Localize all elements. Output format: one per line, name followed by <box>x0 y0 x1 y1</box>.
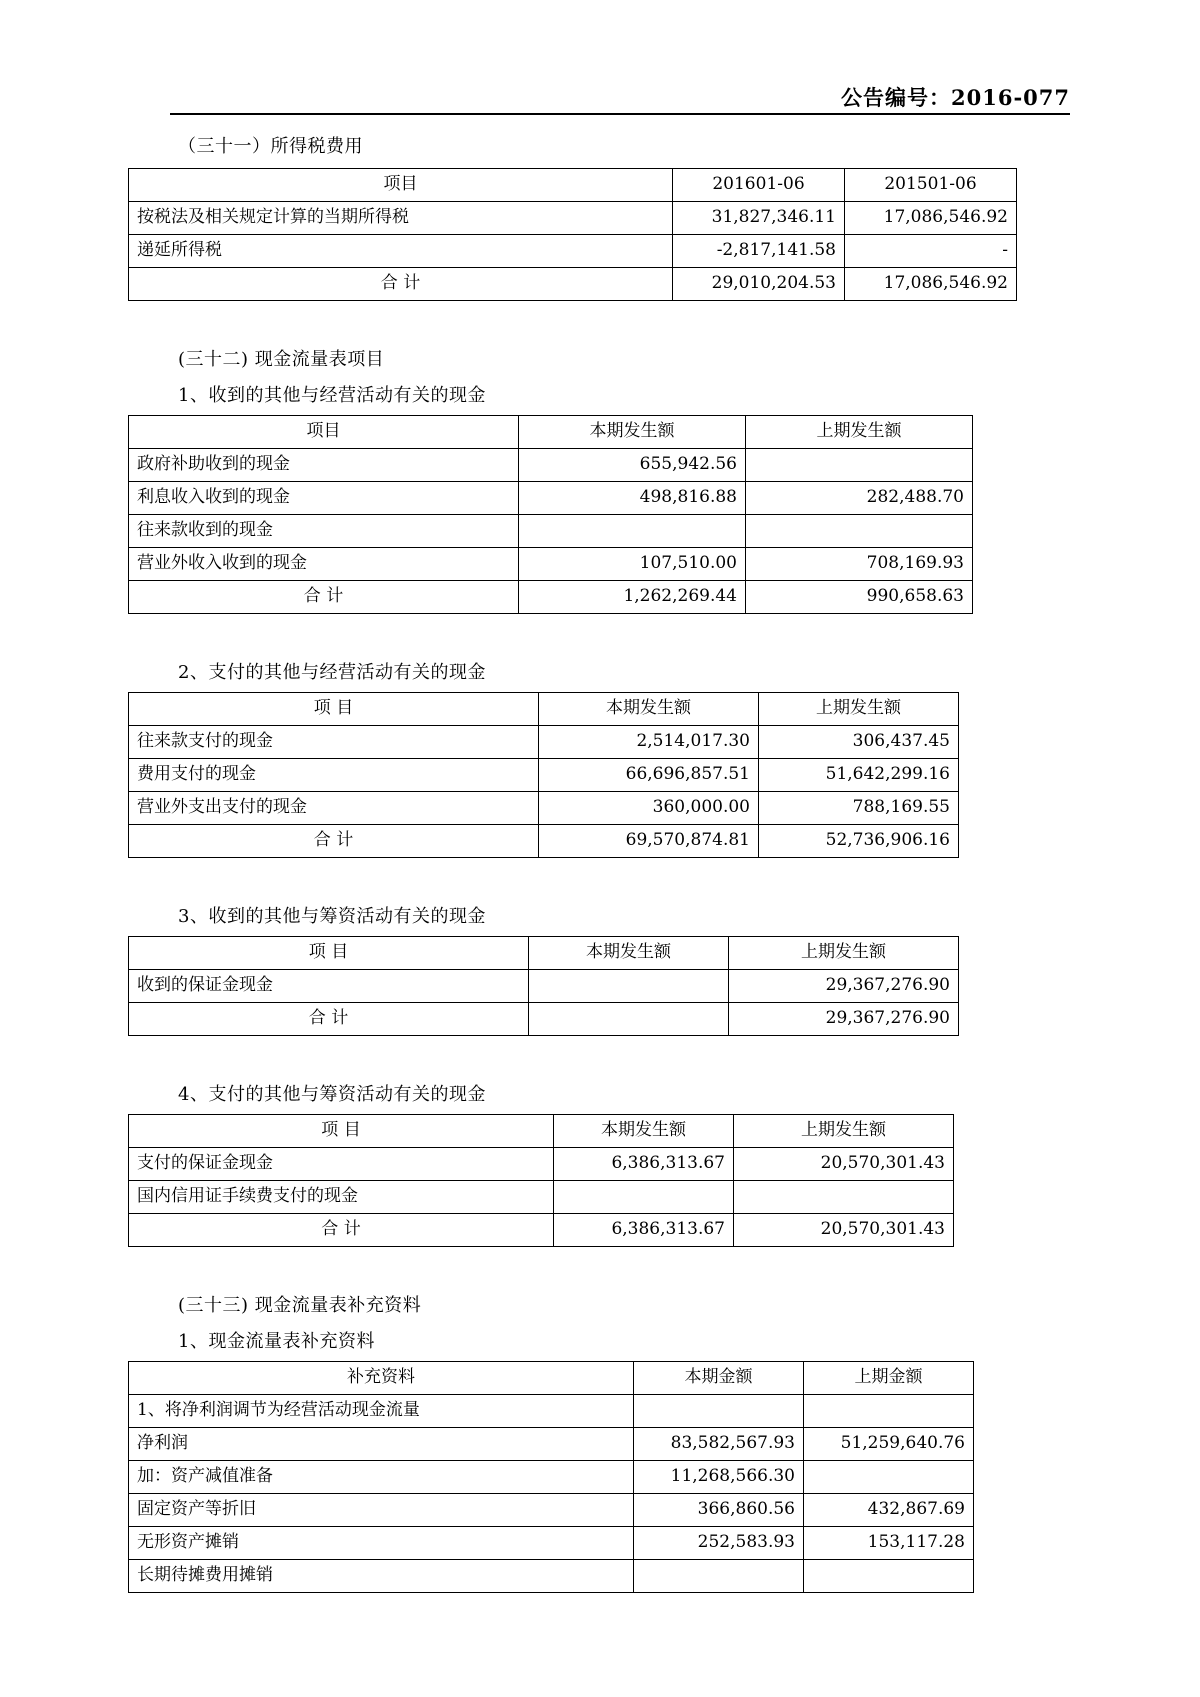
cell-previous: 51,642,299.16 <box>759 759 959 792</box>
cell-total-current: 69,570,874.81 <box>539 825 759 858</box>
col-header-item: 项目 <box>129 169 673 202</box>
col-header-previous: 上期发生额 <box>746 416 973 449</box>
table-row <box>129 1461 974 1494</box>
cell-item: 固定资产等折旧 <box>129 1494 634 1527</box>
cell-total-previous: 29,367,276.90 <box>729 1003 959 1036</box>
table-row <box>129 202 1017 235</box>
cell-previous: 282,488.70 <box>746 482 973 515</box>
header-divider <box>170 113 1070 115</box>
col-header-item: 项目 <box>129 416 519 449</box>
col-header-current: 本期发生额 <box>554 1115 734 1148</box>
section-title-cashflow-items: (三十二) 现金流量表项目 <box>178 349 385 370</box>
cell-item: 支付的保证金现金 <box>129 1148 554 1181</box>
col-header-current: 本期金额 <box>634 1362 804 1395</box>
cell-previous: 153,117.28 <box>804 1527 974 1560</box>
col-header-previous: 上期发生额 <box>734 1115 954 1148</box>
table-header-row <box>129 1362 974 1395</box>
table-row <box>129 515 973 548</box>
table-header-row <box>129 416 973 449</box>
table-row <box>129 235 1017 268</box>
table-other-op-received <box>128 415 973 614</box>
cell-total-previous: 17,086,546.92 <box>845 268 1017 301</box>
subsection-title-other-op-received: 1、收到的其他与经营活动有关的现金 <box>178 385 486 406</box>
cell-current <box>519 515 746 548</box>
table-total-row <box>129 1003 959 1036</box>
cell-current: 83,582,567.93 <box>634 1428 804 1461</box>
table-other-fin-received <box>128 936 959 1036</box>
col-header-item: 项 目 <box>129 937 529 970</box>
cell-current: -2,817,141.58 <box>673 235 845 268</box>
cell-previous: 20,570,301.43 <box>734 1148 954 1181</box>
table-row <box>129 1395 974 1428</box>
cell-item: 国内信用证手续费支付的现金 <box>129 1181 554 1214</box>
section-title-income-tax: （三十一）所得税费用 <box>178 136 363 157</box>
cell-previous: 17,086,546.92 <box>845 202 1017 235</box>
col-header-previous: 201501-06 <box>845 169 1017 202</box>
cell-current: 107,510.00 <box>519 548 746 581</box>
cell-current: 360,000.00 <box>539 792 759 825</box>
table-other-op-paid <box>128 692 959 858</box>
cell-current: 252,583.93 <box>634 1527 804 1560</box>
cell-total-label: 合 计 <box>129 268 673 301</box>
cell-item: 收到的保证金现金 <box>129 970 529 1003</box>
table-header-row <box>129 169 1017 202</box>
cell-total-label: 合 计 <box>129 581 519 614</box>
cell-item: 往来款支付的现金 <box>129 726 539 759</box>
cell-current <box>554 1181 734 1214</box>
cell-previous: - <box>845 235 1017 268</box>
table-row <box>129 1428 974 1461</box>
subsection-title-other-fin-paid: 4、支付的其他与筹资活动有关的现金 <box>178 1084 486 1105</box>
document-content <box>0 132 1200 1593</box>
subsection-title-other-fin-received: 3、收到的其他与筹资活动有关的现金 <box>178 906 486 927</box>
cell-item: 利息收入收到的现金 <box>129 482 519 515</box>
page-header-notice: 公告编号：2016-077 <box>841 85 1070 110</box>
table-row <box>129 1560 974 1593</box>
cell-total-current: 29,010,204.53 <box>673 268 845 301</box>
cell-previous <box>804 1560 974 1593</box>
cell-previous: 306,437.45 <box>759 726 959 759</box>
cell-previous <box>746 515 973 548</box>
cell-previous <box>746 449 973 482</box>
table-row <box>129 1494 974 1527</box>
cell-previous: 29,367,276.90 <box>729 970 959 1003</box>
cell-previous <box>804 1461 974 1494</box>
table-header-row <box>129 1115 954 1148</box>
col-header-current: 本期发生额 <box>529 937 729 970</box>
cell-current: 2,514,017.30 <box>539 726 759 759</box>
cell-item: 政府补助收到的现金 <box>129 449 519 482</box>
cell-previous: 51,259,640.76 <box>804 1428 974 1461</box>
cell-item: 1、将净利润调节为经营活动现金流量 <box>129 1395 634 1428</box>
table-row <box>129 759 959 792</box>
table-row <box>129 726 959 759</box>
col-header-item: 项 目 <box>129 693 539 726</box>
cell-previous: 788,169.55 <box>759 792 959 825</box>
cell-item: 加：资产减值准备 <box>129 1461 634 1494</box>
cell-previous <box>734 1181 954 1214</box>
cell-current: 498,816.88 <box>519 482 746 515</box>
cell-item: 无形资产摊销 <box>129 1527 634 1560</box>
col-header-previous: 上期发生额 <box>729 937 959 970</box>
cell-current: 6,386,313.67 <box>554 1148 734 1181</box>
cell-previous: 708,169.93 <box>746 548 973 581</box>
cell-total-previous: 990,658.63 <box>746 581 973 614</box>
subsection-title-other-op-paid: 2、支付的其他与经营活动有关的现金 <box>178 662 486 683</box>
table-row <box>129 1148 954 1181</box>
table-row <box>129 482 973 515</box>
table-total-row <box>129 1214 954 1247</box>
col-header-current: 本期发生额 <box>539 693 759 726</box>
cell-total-previous: 52,736,906.16 <box>759 825 959 858</box>
table-row <box>129 1181 954 1214</box>
cell-current <box>634 1560 804 1593</box>
cell-current: 366,860.56 <box>634 1494 804 1527</box>
cell-total-current <box>529 1003 729 1036</box>
table-row <box>129 1527 974 1560</box>
cell-current <box>529 970 729 1003</box>
cell-current: 31,827,346.11 <box>673 202 845 235</box>
cell-total-current: 6,386,313.67 <box>554 1214 734 1247</box>
table-total-row <box>129 825 959 858</box>
table-row <box>129 548 973 581</box>
cell-item: 按税法及相关规定计算的当期所得税 <box>129 202 673 235</box>
table-row <box>129 792 959 825</box>
table-total-row <box>129 581 973 614</box>
cell-item: 净利润 <box>129 1428 634 1461</box>
cell-item: 递延所得税 <box>129 235 673 268</box>
section-title-cashflow-supplement: (三十三) 现金流量表补充资料 <box>178 1295 422 1316</box>
col-header-item: 补充资料 <box>129 1362 634 1395</box>
cell-total-previous: 20,570,301.43 <box>734 1214 954 1247</box>
table-row <box>129 449 973 482</box>
cell-current: 11,268,566.30 <box>634 1461 804 1494</box>
cell-previous <box>804 1395 974 1428</box>
cell-current: 66,696,857.51 <box>539 759 759 792</box>
col-header-current: 本期发生额 <box>519 416 746 449</box>
table-other-fin-paid <box>128 1114 954 1247</box>
cell-total-label: 合 计 <box>129 1003 529 1036</box>
subsection-title-cashflow-supplement: 1、现金流量表补充资料 <box>178 1331 375 1352</box>
col-header-current: 201601-06 <box>673 169 845 202</box>
col-header-item: 项 目 <box>129 1115 554 1148</box>
table-header-row <box>129 937 959 970</box>
col-header-previous: 上期金额 <box>804 1362 974 1395</box>
table-income-tax <box>128 168 1017 301</box>
cell-item: 费用支付的现金 <box>129 759 539 792</box>
cell-previous: 432,867.69 <box>804 1494 974 1527</box>
cell-total-current: 1,262,269.44 <box>519 581 746 614</box>
cell-item: 营业外支出支付的现金 <box>129 792 539 825</box>
table-total-row <box>129 268 1017 301</box>
cell-item: 往来款收到的现金 <box>129 515 519 548</box>
table-header-row <box>129 693 959 726</box>
cell-current <box>634 1395 804 1428</box>
cell-item: 长期待摊费用摊销 <box>129 1560 634 1593</box>
col-header-previous: 上期发生额 <box>759 693 959 726</box>
cell-current: 655,942.56 <box>519 449 746 482</box>
cell-total-label: 合 计 <box>129 825 539 858</box>
cell-total-label: 合 计 <box>129 1214 554 1247</box>
table-cashflow-supplement <box>128 1361 974 1593</box>
table-row <box>129 970 959 1003</box>
cell-item: 营业外收入收到的现金 <box>129 548 519 581</box>
